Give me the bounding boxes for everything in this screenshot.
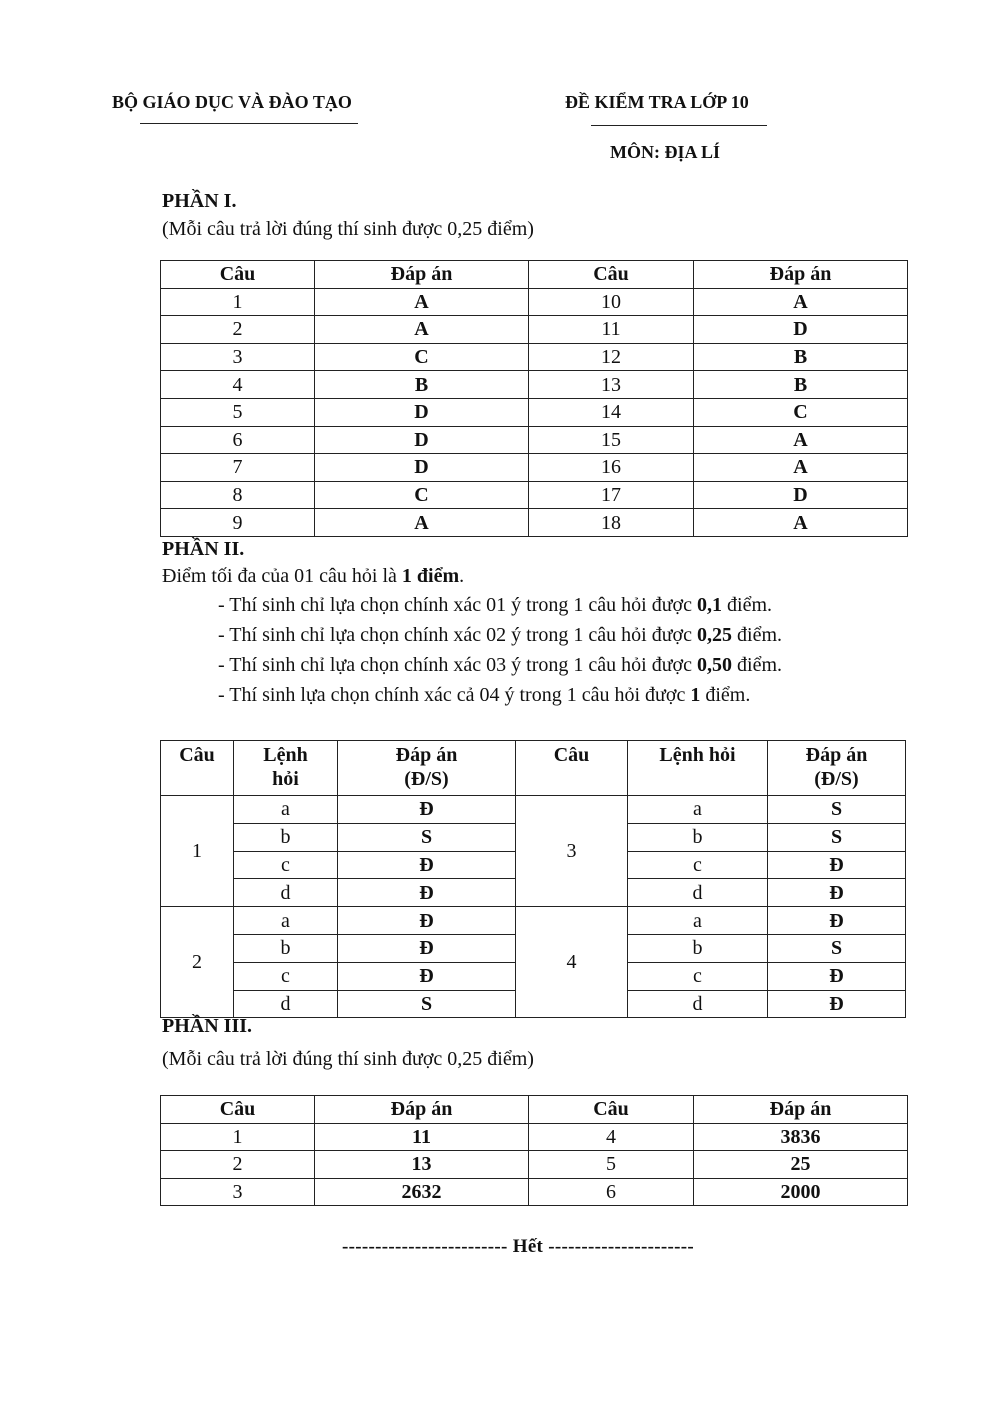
header-line: Đáp án [805,744,868,766]
answer-value: B [694,343,908,371]
question-number: 11 [529,316,694,344]
end-dashes-left: ------------------------- [342,1236,508,1257]
answer-value: C [694,398,908,426]
end-marker [342,1236,694,1258]
table-row [161,1178,908,1206]
answer-value: Đ [338,962,516,990]
question-number: 3 [161,343,315,371]
answer-value: 25 [694,1151,908,1179]
statement-letter: b [234,934,338,962]
part1-note: (Mỗi câu trả lời đúng thí sinh được 0,25 điểm) [162,218,534,240]
header-cell [338,741,516,796]
table-header-row [161,741,906,796]
answer-value: S [338,823,516,851]
header-cell: Câu [161,741,234,796]
statement-letter: c [234,962,338,990]
statement-letter: c [628,962,768,990]
rule-suffix: điểm. [722,594,773,616]
end-word: Hết [512,1236,544,1257]
answer-value: 13 [315,1151,529,1179]
statement-letter: b [234,823,338,851]
answer-value: Đ [768,990,906,1018]
answer-value: A [315,288,529,316]
answer-value: D [315,398,529,426]
rule-suffix: điểm. [732,654,783,676]
scoring-rule [218,654,782,677]
answer-value: Đ [338,907,516,935]
scoring-rule [218,594,772,617]
question-number: 1 [161,288,315,316]
header-line: Đáp án [395,744,458,766]
answer-value: C [315,343,529,371]
header-cell: Đáp án [694,261,908,289]
answer-value: Đ [338,934,516,962]
answer-value: A [315,316,529,344]
part1-answer-table [160,260,908,537]
answer-value: Đ [338,851,516,879]
question-number: 14 [529,398,694,426]
part3-note: (Mỗi câu trả lời đúng thí sinh được 0,25 điểm) [162,1048,534,1070]
part3-answer-table [160,1095,908,1206]
scoring-rule [218,684,750,707]
table-row [161,426,908,454]
table-row [161,1151,908,1179]
statement-letter: b [628,934,768,962]
table-row [161,454,908,482]
rule-value: 0,1 [697,594,723,616]
statement-letter: c [234,851,338,879]
header-cell [234,741,338,796]
header-cell: Đáp án [315,1096,529,1124]
table-row [161,398,908,426]
header-cell [768,741,906,796]
statement-letter: a [234,796,338,824]
subject-name: MÔN: ĐỊA LÍ [610,142,721,162]
question-number: 4 [529,1123,694,1151]
answer-value: S [768,823,906,851]
answer-value: B [694,371,908,399]
header-cell: Câu [529,261,694,289]
rule-text: - Thí sinh chỉ lựa chọn chính xác 03 ý trong 1 câu hỏi được [218,654,698,676]
answer-value: D [694,481,908,509]
answer-value: 2000 [694,1178,908,1206]
answer-value: D [315,426,529,454]
table-header-row [161,1096,908,1124]
table-row [161,288,908,316]
answer-value: Đ [768,879,906,907]
question-number: 7 [161,454,315,482]
table-row [161,796,906,824]
rule-suffix: điểm. [732,624,783,646]
table-row [161,343,908,371]
statement-letter: c [628,851,768,879]
question-number: 10 [529,288,694,316]
answer-value: 2632 [315,1178,529,1206]
statement-letter: a [628,907,768,935]
part2-title: PHẦN II. [162,538,245,560]
rule-text: - Thí sinh chỉ lựa chọn chính xác 01 ý trong 1 câu hỏi được [218,594,698,616]
answer-value: 11 [315,1123,529,1151]
question-number: 2 [161,1151,315,1179]
table-header-row [161,261,908,289]
statement-letter: d [628,990,768,1018]
answer-value: S [768,796,906,824]
header-cell: Câu [529,1096,694,1124]
question-number: 13 [529,371,694,399]
part1-title: PHẦN I. [162,190,237,212]
rule-text: - Thí sinh chỉ lựa chọn chính xác 02 ý trong 1 câu hỏi được [218,624,698,646]
table-row [161,509,908,537]
answer-value: A [694,454,908,482]
table-row [161,1123,908,1151]
answer-value: Đ [338,796,516,824]
question-number: 4 [161,371,315,399]
ministry-underline [140,123,358,124]
part2-max-score [162,565,464,588]
end-dashes-right: ---------------------- [548,1236,695,1257]
exam-title-underline [591,125,767,126]
max-score-value: 1 điểm [401,565,460,587]
header-cell: Câu [161,261,315,289]
question-number: 3 [161,1178,315,1206]
question-number: 6 [161,426,315,454]
answer-value: A [694,509,908,537]
question-number: 9 [161,509,315,537]
table-row [161,316,908,344]
answer-value: C [315,481,529,509]
header-cell: Đáp án [694,1096,908,1124]
rule-value: 1 [690,684,701,706]
statement-letter: b [628,823,768,851]
question-number: 8 [161,481,315,509]
question-number: 15 [529,426,694,454]
header-cell: Câu [161,1096,315,1124]
statement-letter: a [234,907,338,935]
statement-letter: a [628,796,768,824]
question-number: 12 [529,343,694,371]
statement-letter: d [234,990,338,1018]
question-number: 4 [516,907,628,1018]
rule-suffix: điểm. [700,684,751,706]
header-cell: Câu [516,741,628,796]
scoring-rule [218,624,782,647]
answer-value: 3836 [694,1123,908,1151]
question-number: 1 [161,796,234,907]
header-cell: Lệnh hỏi [628,741,768,796]
header-line: Lệnh [263,744,308,766]
statement-letter: d [628,879,768,907]
question-number: 16 [529,454,694,482]
table-row [161,481,908,509]
question-number: 5 [529,1151,694,1179]
max-score-prefix: Điểm tối đa của 01 câu hỏi là [162,565,402,587]
question-number: 2 [161,907,234,1018]
header-cell: Đáp án [315,261,529,289]
question-number: 17 [529,481,694,509]
table-row [161,371,908,399]
rule-value: 0,50 [697,654,733,676]
question-number: 2 [161,316,315,344]
header-line: (Đ/S) [404,768,449,790]
answer-value: D [694,316,908,344]
rule-text: - Thí sinh lựa chọn chính xác cả 04 ý trong 1 câu hỏi được [218,684,691,706]
part3-title: PHẦN III. [162,1015,253,1037]
rule-value: 0,25 [697,624,733,646]
ministry-name: BỘ GIÁO DỤC VÀ ĐÀO TẠO [112,92,352,112]
table-row [161,907,906,935]
part2-answer-table [160,740,906,1018]
answer-value: A [694,426,908,454]
exam-title: ĐỀ KIỂM TRA LỚP 10 [565,92,749,112]
answer-value: B [315,371,529,399]
question-number: 3 [516,796,628,907]
answer-value: S [768,934,906,962]
answer-value: A [315,509,529,537]
question-number: 5 [161,398,315,426]
question-number: 1 [161,1123,315,1151]
answer-value: Đ [768,962,906,990]
header-line: hỏi [272,768,299,790]
max-score-suffix: . [459,565,465,587]
question-number: 18 [529,509,694,537]
answer-value: Đ [768,851,906,879]
answer-value: A [694,288,908,316]
answer-value: D [315,454,529,482]
answer-value: Đ [768,907,906,935]
question-number: 6 [529,1178,694,1206]
answer-value: Đ [338,879,516,907]
answer-value: S [338,990,516,1018]
statement-letter: d [234,879,338,907]
header-line: (Đ/S) [814,768,859,790]
